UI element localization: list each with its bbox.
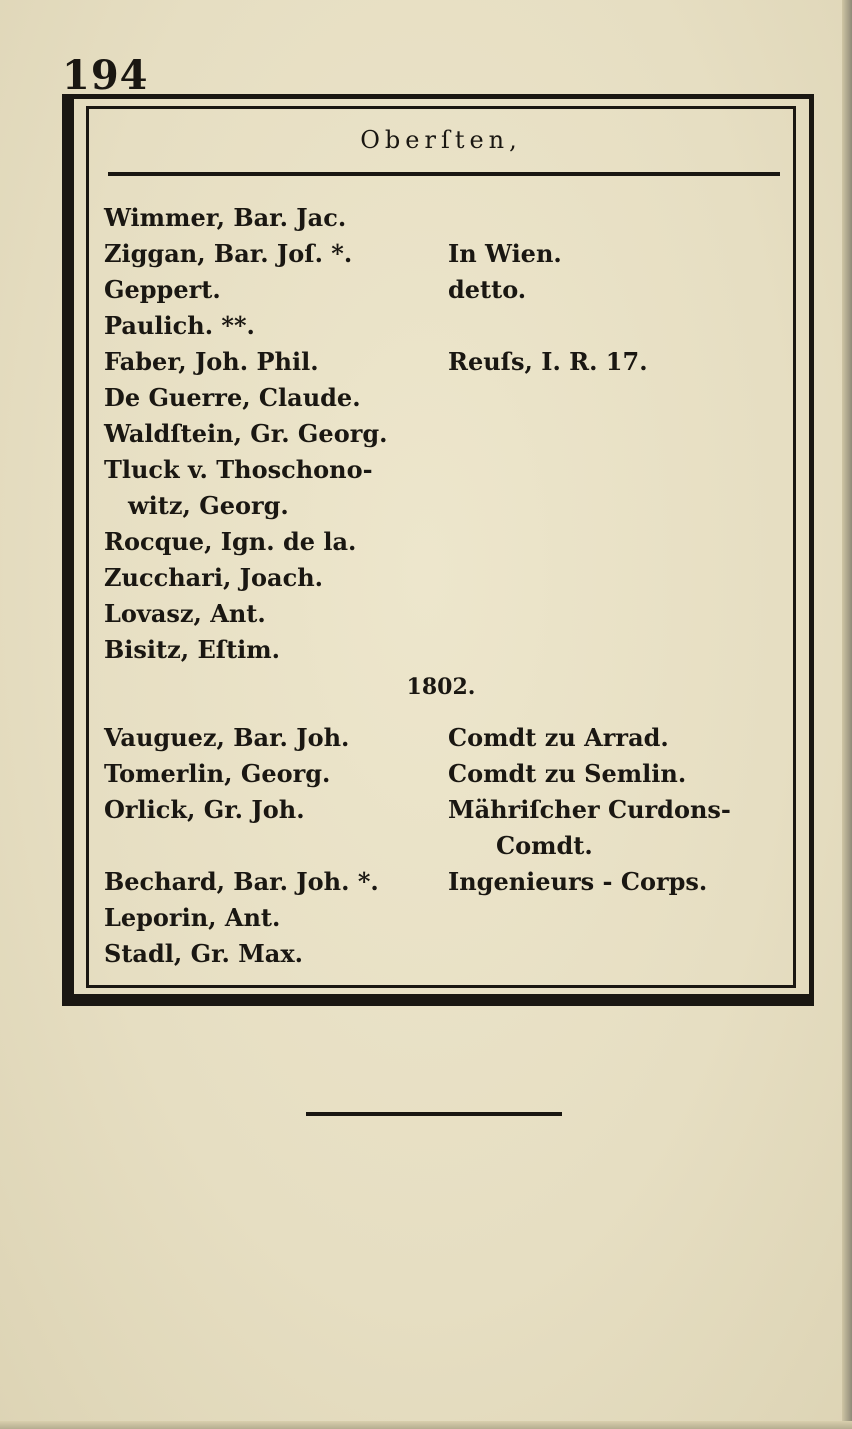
list-item xyxy=(104,632,794,668)
officer-name: Bisitz, Eſtim. xyxy=(104,635,281,664)
page-number: 194 xyxy=(62,52,149,99)
officer-name: witz, Georg. xyxy=(128,491,289,520)
page-edge-right xyxy=(842,0,852,1429)
list-item xyxy=(104,756,794,792)
officer-name: Rocque, Ign. de la. xyxy=(104,527,357,556)
list-item xyxy=(104,828,794,864)
officer-list-1 xyxy=(104,200,794,668)
officer-note: Comdt zu Arrad. xyxy=(448,723,669,752)
officer-name: Geppert. xyxy=(104,275,221,304)
officer-name: Tomerlin, Georg. xyxy=(104,759,331,788)
list-item xyxy=(104,488,794,524)
officer-name: De Guerre, Claude. xyxy=(104,383,361,412)
list-item xyxy=(104,308,794,344)
officer-note: Reuſs, I. R. 17. xyxy=(448,347,648,376)
list-item xyxy=(104,560,794,596)
officer-name: Lovasz, Ant. xyxy=(104,599,266,628)
section-heading: Oberſten, xyxy=(360,126,522,154)
officer-name: Wimmer, Bar. Jac. xyxy=(104,203,347,232)
list-item xyxy=(104,524,794,560)
list-item xyxy=(104,792,794,828)
year-heading: 1802. xyxy=(406,674,476,700)
closing-rule xyxy=(306,1112,562,1116)
list-item xyxy=(104,936,794,972)
officer-note: Comdt zu Semlin. xyxy=(448,759,687,788)
officer-name: Leporin, Ant. xyxy=(104,903,281,932)
list-item xyxy=(104,236,794,272)
list-item xyxy=(104,452,794,488)
list-item xyxy=(104,344,794,380)
list-item xyxy=(104,416,794,452)
officer-list-2 xyxy=(104,720,794,972)
list-item xyxy=(104,200,794,236)
officer-name: Zucchari, Joach. xyxy=(104,563,323,592)
officer-name: Ziggan, Bar. Joſ. *. xyxy=(104,239,353,268)
list-item xyxy=(104,596,794,632)
officer-note: Comdt. xyxy=(496,831,593,860)
list-item xyxy=(104,864,794,900)
page-edge-bottom xyxy=(0,1421,852,1429)
officer-name: Bechard, Bar. Joh. *. xyxy=(104,867,379,896)
list-item xyxy=(104,380,794,416)
officer-note: In Wien. xyxy=(448,239,562,268)
officer-note: Ingenieurs - Corps. xyxy=(448,867,708,896)
list-item xyxy=(104,900,794,936)
list-item xyxy=(104,272,794,308)
officer-note: detto. xyxy=(448,275,527,304)
officer-note: Mähriſcher Curdons- xyxy=(448,795,731,824)
heading-rule xyxy=(108,172,780,176)
officer-name: Paulich. **. xyxy=(104,311,255,340)
list-item xyxy=(104,720,794,756)
officer-name: Stadl, Gr. Max. xyxy=(104,939,304,968)
officer-name: Faber, Joh. Phil. xyxy=(104,347,319,376)
officer-name: Orlick, Gr. Joh. xyxy=(104,795,305,824)
officer-name: Waldſtein, Gr. Georg. xyxy=(104,419,388,448)
officer-name: Tluck v. Thoschono- xyxy=(104,455,373,484)
officer-name: Vauguez, Bar. Joh. xyxy=(104,723,350,752)
